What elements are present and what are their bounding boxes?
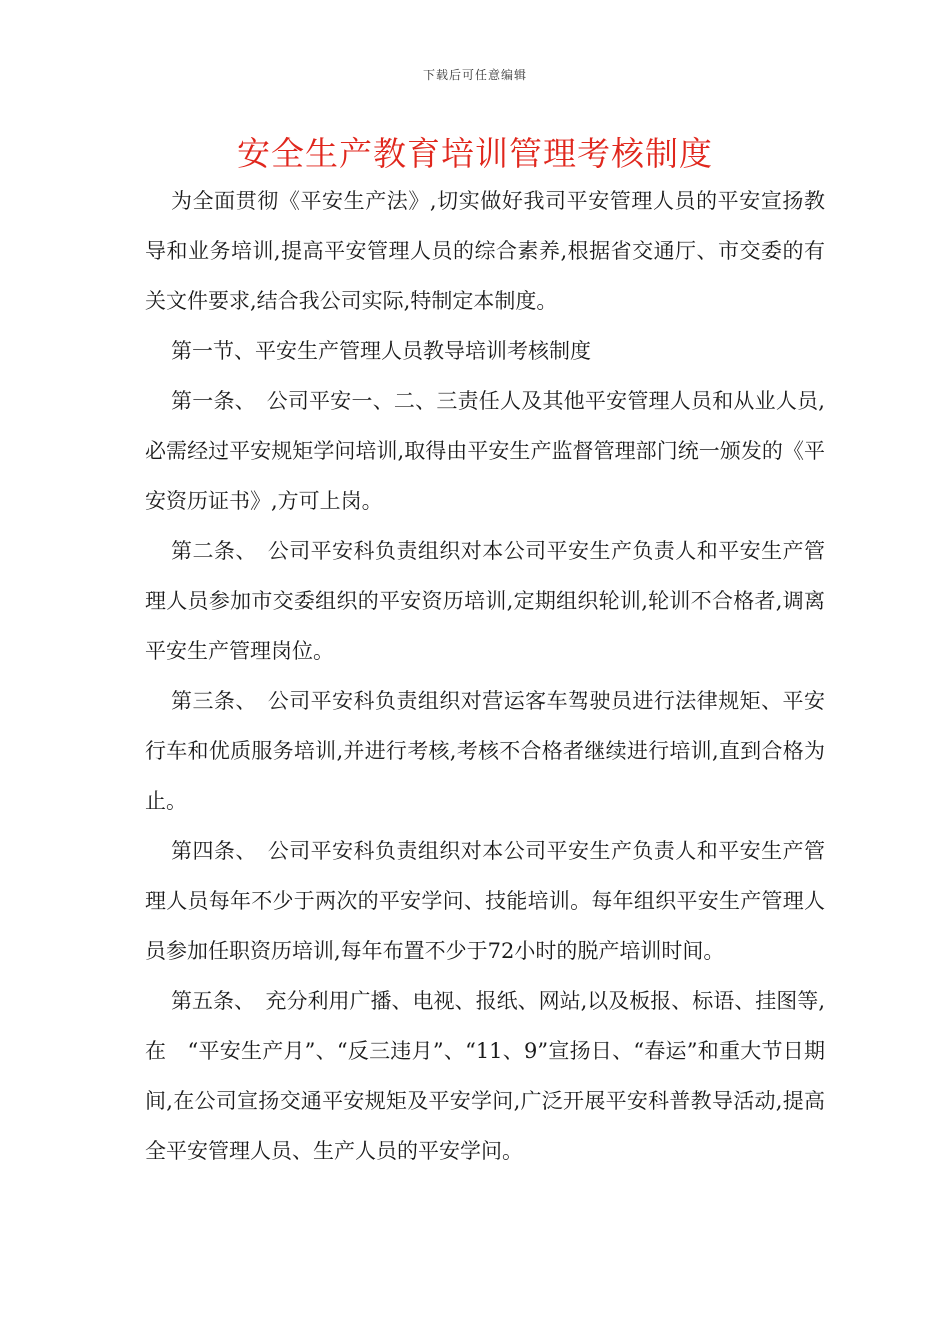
article-3: 第三条、 公司平安科负责组织对营运客车驾驶员进行法律规矩、平安行车和优质服务培训,并进行考核,考核不合格者继续进行培训,直到合格为止。 [145,689,825,813]
document-body [145,176,825,1176]
header-note: 下载后可任意编辑 [422,68,527,82]
article-1: 第一条、 公司平安一、二、三责任人及其他平安管理人员和从业人员,必需经过平安规矩学问培训,取得由平安生产监督管理部门统一颁发的《平安资历证书》,方可上岗。 [145,389,825,513]
section-heading: 第一节、平安生产管理人员教导培训考核制度 [171,339,591,363]
article-4: 第四条、 公司平安科负责组织对本公司平安生产负责人和平安生产管理人员每年不少于两次的平安学问、技能培训。每年组织平安生产管理人员参加任职资历培训,每年布置不少于72小时的脱产培训时间。 [145,839,825,963]
document-title: 安全生产教育培训管理考核制度 [237,134,713,173]
article-2: 第二条、 公司平安科负责组织对本公司平安生产负责人和平安生产管理人员参加市交委组织的平安资历培训,定期组织轮训,轮训不合格者,调离平安生产管理岗位。 [145,539,825,663]
intro-paragraph: 为全面贯彻《平安生产法》,切实做好我司平安管理人员的平安宣扬教导和业务培训,提高平安管理人员的综合素养,根据省交通厅、市交委的有关文件要求,结合我公司实际,特制定本制度。 [145,189,825,313]
article-5: 第五条、 充分利用广播、电视、报纸、网站,以及板报、标语、挂图等,在 “平安生产月”、“反三违月”、“11、9”宣扬日、“春运”和重大节日期间,在公司宣扬交通平安规矩及平安学问,广泛开展平安科普教导活动,提高全平安管理人员、生产人员的平安学问。 [145,989,825,1163]
